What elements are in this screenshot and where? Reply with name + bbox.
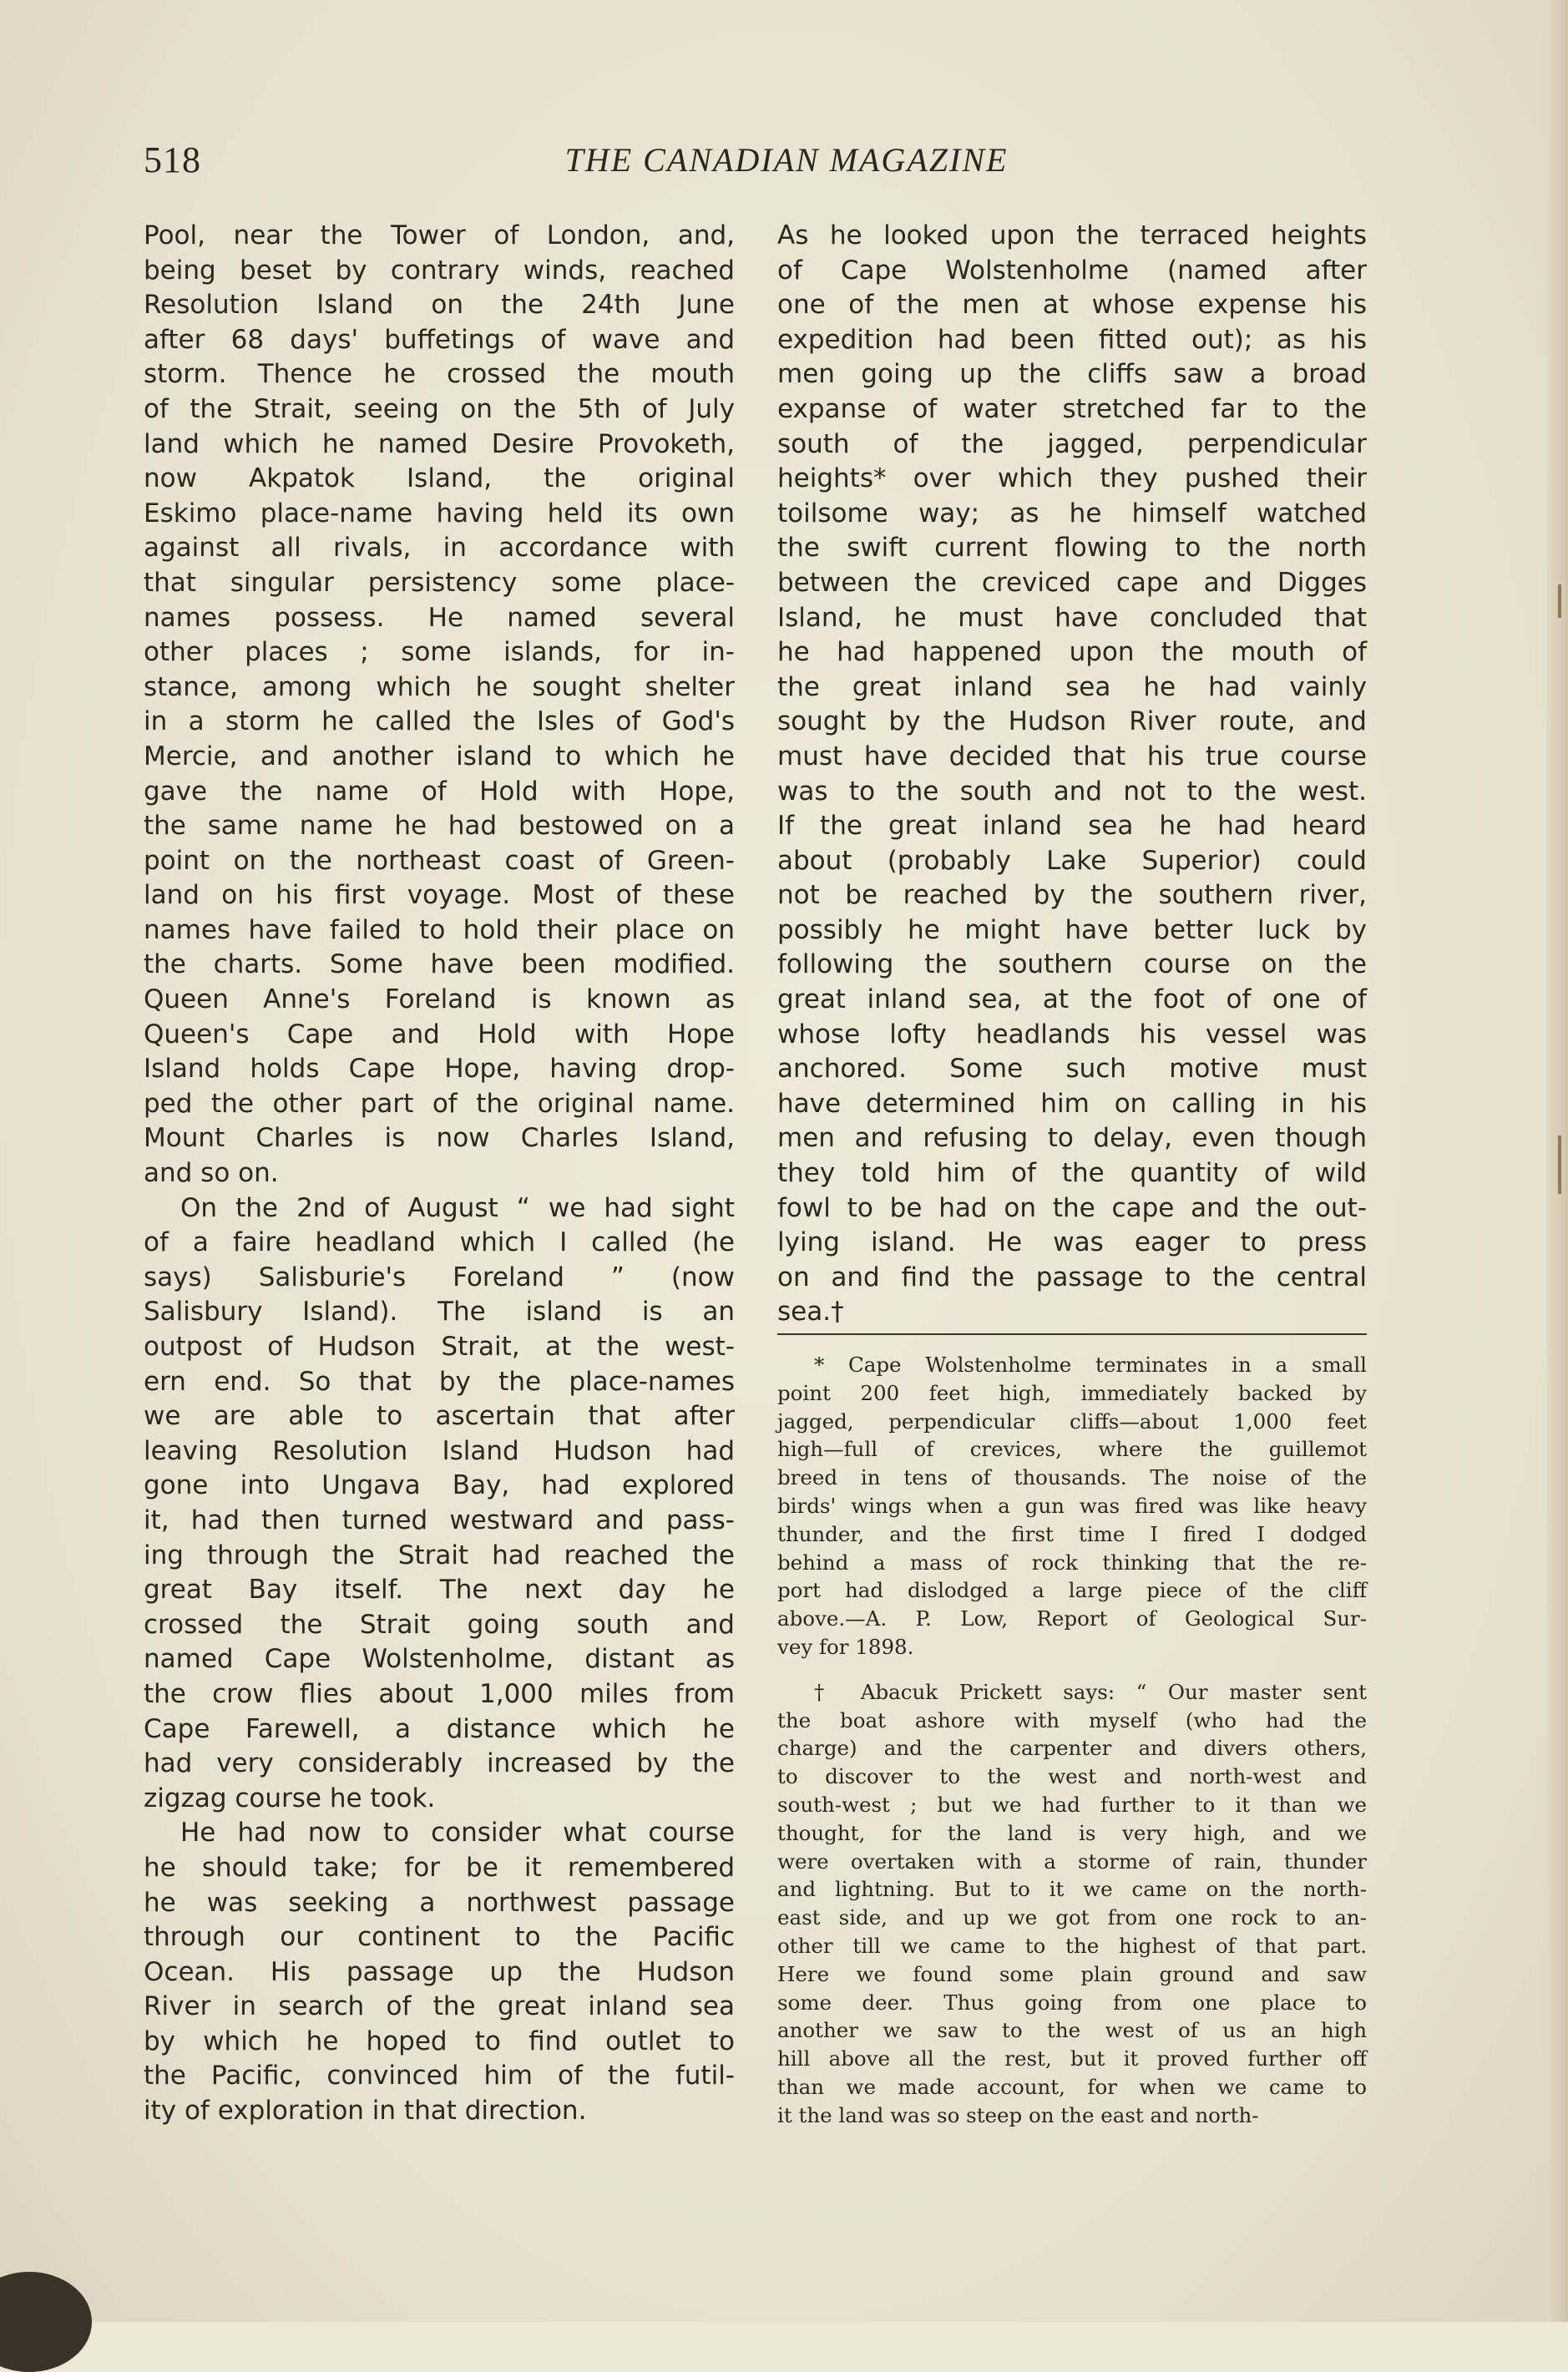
- text-line: have determined him on calling in his: [777, 1088, 1367, 1119]
- text-line: following the southern course on the: [777, 949, 1367, 980]
- footnote-line: and lightning. But to it we came on the north-: [777, 1877, 1367, 1902]
- text-line: on and find the passage to the central: [777, 1262, 1367, 1292]
- text-line: was to the south and not to the west.: [777, 776, 1367, 807]
- text-line: south of the jagged, perpendicular: [777, 428, 1367, 459]
- text-line: Pool, near the Tower of London, and,: [144, 220, 735, 250]
- footnote-line: vey for 1898.: [777, 1634, 914, 1659]
- text-line: by which he hoped to find outlet to: [144, 2026, 735, 2056]
- text-line: the crow flies about 1,000 miles from: [144, 1678, 735, 1709]
- page-edge: [1546, 0, 1568, 2322]
- text-line: Cape Farewell, a distance which he: [144, 1713, 735, 1744]
- footnote-line: to discover to the west and north-west and: [777, 1764, 1367, 1789]
- text-line: storm. Thence he crossed the mouth: [144, 359, 735, 390]
- text-line: he was seeking a northwest passage: [144, 1887, 735, 1918]
- text-line: men going up the cliffs saw a broad: [777, 359, 1367, 390]
- text-line: ern end. So that by the place-names: [144, 1366, 735, 1397]
- text-line: land which he named Desire Provoketh,: [144, 428, 735, 459]
- footnote-line: * Cape Wolstenholme terminates in a small: [814, 1353, 1367, 1377]
- page-edge-mark: [1558, 1135, 1561, 1194]
- text-line: whose lofty headlands his vessel was: [777, 1019, 1367, 1049]
- text-line: Salisbury Island). The island is an: [144, 1297, 735, 1328]
- text-line: the Pacific, convinced him of the futil-: [144, 2061, 735, 2091]
- footnote-line: breed in tens of thousands. The noise of the: [777, 1465, 1367, 1490]
- text-line: lying island. He was eager to press: [777, 1227, 1367, 1258]
- text-line: ing through the Strait had reached the: [144, 1540, 735, 1570]
- text-line: ped the other part of the original name.: [144, 1088, 735, 1119]
- text-line: On the 2nd of August “ we had sight: [180, 1192, 735, 1223]
- text-line: names have failed to hold their place on: [144, 914, 735, 945]
- footnote-line: other till we came to the highest of that part.: [777, 1933, 1367, 1958]
- text-line: sought by the Hudson River route, and: [777, 706, 1367, 737]
- text-line: he had happened upon the mouth of: [777, 637, 1367, 668]
- footnote-line: charge) and the carpenter and divers others,: [777, 1736, 1367, 1761]
- text-line: stance, among which he sought shelter: [144, 671, 735, 702]
- text-line: of a faire headland which I called (he: [144, 1227, 735, 1258]
- footnote-line: jagged, perpendicular cliffs—about 1,000 feet: [777, 1409, 1367, 1434]
- text-line: the same name he had bestowed on a: [144, 811, 735, 842]
- text-line: the swift current flowing to the north: [777, 533, 1367, 564]
- page-header: [144, 139, 1429, 189]
- text-line: it, had then turned westward and pass-: [144, 1505, 735, 1535]
- text-line: one of the men at whose expense his: [777, 290, 1367, 321]
- footnote-line: birds' wings when a gun was fired was like heavy: [777, 1493, 1367, 1518]
- paragraph: [144, 1816, 735, 2128]
- text-line: outpost of Hudson Strait, at the west-: [144, 1332, 735, 1362]
- text-line: says) Salisburie's Foreland ” (now: [144, 1262, 735, 1292]
- footnote-line: Here we found some plain ground and saw: [777, 1961, 1367, 1986]
- footnote-line: were overtaken with a storme of rain, thunder: [777, 1849, 1367, 1874]
- text-line: gave the name of Hold with Hope,: [144, 776, 735, 807]
- text-line: that singular persistency some place-: [144, 567, 735, 598]
- text-line: men and refusing to delay, even though: [777, 1123, 1367, 1154]
- footnote-line: † Abacuk Prickett says: “ Our master sent: [814, 1679, 1367, 1704]
- page-number: 518: [144, 139, 201, 180]
- text-line: about (probably Lake Superior) could: [777, 845, 1367, 876]
- text-line: now Akpatok Island, the original: [144, 463, 735, 494]
- text-line: of Cape Wolstenholme (named after: [777, 255, 1367, 286]
- footnote-line: high—full of crevices, where the guillemot: [777, 1437, 1367, 1462]
- text-line: leaving Resolution Island Hudson had: [144, 1435, 735, 1466]
- text-line: gone into Ungava Bay, had explored: [144, 1470, 735, 1501]
- text-line: Eskimo place-name having held its own: [144, 498, 735, 529]
- text-line: the charts. Some have been modified.: [144, 949, 735, 980]
- text-line: named Cape Wolstenholme, distant as: [144, 1644, 735, 1675]
- corner-ink-blot: [0, 2272, 92, 2372]
- text-line: had very considerably increased by the: [144, 1748, 735, 1779]
- text-line: names possess. He named several: [144, 602, 735, 633]
- footnote-line: east side, and up we got from one rock to an-: [777, 1905, 1367, 1930]
- text-line: they told him of the quantity of wild: [777, 1158, 1367, 1189]
- text-line: we are able to ascertain that after: [144, 1401, 735, 1432]
- text-line: zigzag course he took.: [144, 1783, 436, 1813]
- running-title: THE CANADIAN MAGAZINE: [564, 141, 1009, 179]
- footnote-line: above.—A. P. Low, Report of Geological Sur-: [777, 1606, 1367, 1631]
- footnote-line: another we saw to the west of us an high: [777, 2018, 1367, 2043]
- footnote-line: behind a mass of rock thinking that the re-: [777, 1550, 1367, 1575]
- text-line: anchored. Some such motive must: [777, 1054, 1367, 1085]
- text-line: possibly he might have better luck by: [777, 914, 1367, 945]
- text-line: in a storm he called the Isles of God's: [144, 706, 735, 737]
- text-line: Resolution Island on the 24th June: [144, 290, 735, 321]
- paragraph: [144, 1191, 735, 1817]
- text-line: fowl to be had on the cape and the out-: [777, 1192, 1367, 1223]
- footnotes: [777, 1351, 1367, 2130]
- footnote-line: thought, for the land is very high, and we: [777, 1820, 1367, 1845]
- text-line: River in search of the great inland sea: [144, 1991, 735, 2022]
- right-column: [777, 219, 1367, 1330]
- text-line: being beset by contrary winds, reached: [144, 255, 735, 286]
- text-line: crossed the Strait going south and: [144, 1609, 735, 1640]
- left-column: [144, 219, 735, 2129]
- footnote-line: it the land was so steep on the east and north-: [777, 2102, 1259, 2127]
- text-line: expedition had been fitted out); as his: [777, 324, 1367, 355]
- footnote-line: some deer. Thus going from one place to: [777, 1990, 1367, 2015]
- text-line: If the great inland sea he had heard: [777, 811, 1367, 842]
- text-line: expanse of water stretched far to the: [777, 393, 1367, 424]
- text-line: great Bay itself. The next day he: [144, 1575, 735, 1606]
- footnote-rule: [777, 1333, 1367, 1335]
- footnote-line: the boat ashore with myself (who had the: [777, 1707, 1367, 1732]
- text-line: the great inland sea he had vainly: [777, 671, 1367, 702]
- text-line: Queen's Cape and Hold with Hope: [144, 1019, 735, 1049]
- footnote: [777, 1678, 1367, 2130]
- text-line: Ocean. His passage up the Hudson: [144, 1956, 735, 1987]
- footnote-line: hill above all the rest, but it proved further off: [777, 2046, 1367, 2071]
- text-line: against all rivals, in accordance with: [144, 533, 735, 564]
- text-line: between the creviced cape and Digges: [777, 567, 1367, 598]
- text-line: Island, he must have concluded that: [777, 602, 1367, 633]
- text-line: sea.†: [777, 1297, 844, 1328]
- page-edge-mark: [1558, 584, 1561, 618]
- footnote-line: point 200 feet high, immediately backed by: [777, 1380, 1367, 1405]
- paragraph: [144, 219, 735, 1191]
- footnote-line: than we made account, for when we came to: [777, 2074, 1367, 2099]
- footnote-line: south-west ; but we had further to it than we: [777, 1792, 1367, 1817]
- text-line: of the Strait, seeing on the 5th of July: [144, 393, 735, 424]
- text-line: and so on.: [144, 1158, 279, 1189]
- text-line: great inland sea, at the foot of one of: [777, 984, 1367, 1015]
- footnote-line: port had dislodged a large piece of the cliff: [777, 1578, 1367, 1603]
- footnote-gap: [777, 1661, 1367, 1678]
- text-line: he should take; for be it remembered: [144, 1852, 735, 1883]
- text-line: ity of exploration in that direction.: [144, 2096, 587, 2127]
- text-line: Mount Charles is now Charles Island,: [144, 1123, 735, 1154]
- footnote: [777, 1351, 1367, 1661]
- text-line: point on the northeast coast of Green-: [144, 845, 735, 876]
- paragraph: [777, 219, 1367, 1330]
- text-line: other places ; some islands, for in-: [144, 637, 735, 668]
- text-line: Queen Anne's Foreland is known as: [144, 984, 735, 1015]
- text-line: must have decided that his true course: [777, 741, 1367, 771]
- text-line: Island holds Cape Hope, having drop-: [144, 1054, 735, 1085]
- footnote-line: thunder, and the first time I fired I dodged: [777, 1521, 1367, 1546]
- text-line: through our continent to the Pacific: [144, 1922, 735, 1953]
- text-line: heights* over which they pushed their: [777, 463, 1367, 494]
- text-line: Mercie, and another island to which he: [144, 741, 735, 771]
- text-line: not be reached by the southern river,: [777, 880, 1367, 911]
- text-line: after 68 days' buffetings of wave and: [144, 324, 735, 355]
- text-line: As he looked upon the terraced heights: [777, 220, 1367, 250]
- text-line: He had now to consider what course: [180, 1818, 735, 1849]
- text-line: land on his first voyage. Most of these: [144, 880, 735, 911]
- text-line: toilsome way; as he himself watched: [777, 498, 1367, 529]
